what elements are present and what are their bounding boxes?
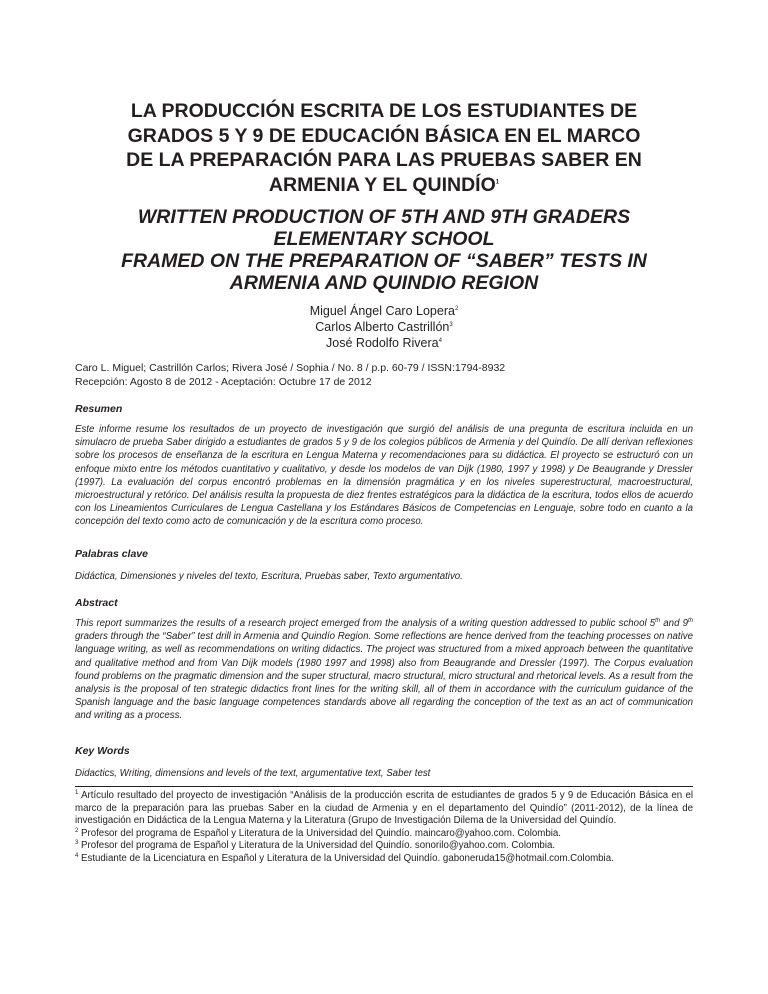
author-list — [0, 303, 768, 351]
spanish-title-line: DE LA PREPARACIÓN PARA LAS PRUEBAS SABER EN — [126, 149, 642, 171]
abstract-heading: Abstract — [75, 597, 118, 609]
footnote-number: 3 — [75, 839, 79, 846]
author-name: Miguel Ángel Caro Lopera — [309, 304, 455, 318]
footnote-text: Estudiante de la Licenciatura en Español y Literatura de la Universidad del Quindío. gaboneruda15@hotmail.com.Colombia. — [78, 852, 614, 864]
citation-info — [75, 362, 505, 389]
author-footnote-ref: 4 — [438, 337, 442, 344]
ordinal-suffix: th — [687, 617, 693, 624]
footnote-text: Profesor del programa de Español y Literatura de la Universidad del Quindío. maincaro@yahoo.com. Colombia. — [78, 827, 561, 839]
title-footnote-ref: 1 — [495, 179, 500, 185]
author-footnote-ref: 2 — [454, 305, 459, 312]
key-words-text: Didactics, Writing, dimensions and levels of the text, argumentative text, Saber test — [75, 768, 431, 779]
footnote-divider — [75, 786, 693, 787]
author — [0, 335, 768, 351]
footnote-text: Profesor del programa de Español y Literatura de la Universidad del Quindío. sonorilo@yahoo.com. Colombia. — [78, 840, 556, 851]
author-name: José Rodolfo Rivera — [326, 336, 439, 350]
footnote — [75, 840, 693, 853]
spanish-title — [100, 99, 668, 197]
spanish-title-line: GRADOS 5 Y 9 DE EDUCACIÓN BÁSICA EN EL MARCO — [127, 124, 641, 147]
english-title-line: ARMENIA AND QUINDIO REGION — [229, 272, 539, 294]
english-title — [100, 206, 668, 294]
footnote — [75, 828, 693, 841]
spanish-title-line: LA PRODUCCIÓN ESCRITA DE LOS ESTUDIANTES DE — [130, 100, 638, 122]
abstract-text-part: This report summarizes the results of a research project emerged from the analysis of a writing question addressed to public school 5 — [75, 618, 656, 629]
palabras-clave-text: Didáctica, Dimensiones y niveles del texto, Escritura, Pruebas saber, Texto argumentativo. — [75, 571, 463, 582]
footnote-number: 1 — [75, 789, 79, 796]
abstract-text-part: and 9 — [660, 618, 688, 629]
abstract-text — [75, 617, 693, 723]
english-title-line: ELEMENTARY SCHOOL — [273, 228, 495, 250]
resumen-text: Este informe resume los resultados de un proyecto de investigación que surgió del análisis de una pregunta de escritura incluida en un simulacro de prueba Saber dirigido a estudiantes de grados 5 y 9 de los colegios públicos de Armenia y del Quindío. De allí derivan reflexiones sobre los procesos de enseñanza de la escritura en Lengua Materna y recomendaciones para su didáctica. El proyecto se estructuró con un enfoque mixto entre los métodos cuantitativo y cualitativo, y desde los modelos de van Dijk (1980, 1997 y 1998) y De Beaugrande y Dressler (1997). La evaluación del corpus encontró problemas en la dimensión pragmática y en los niveles superestructural, macroestructural, microestructural y retórico. Del análisis resulta la propuesta de diez frentes estratégicos para la didáctica de la escritura, todos ellos de acuerdo con los Lineamientos Curriculares de Lengua Castellana y los Estándares Básicos de Competencias en Lenguaje, sobre todo en cuanto a la concepción del texto como acto de comunicación y de la escritura como proceso. — [75, 424, 693, 528]
abstract-text-part: graders through the “Saber” test drill in Armenia and Quindío Region. Some reflections are hence derived from the teaching processes on native language writing, as well as recommendations on writing didactics. The project was structured from a mixed approach between the quantitative and qualitative method and from Van Dijk models (1980 1997 and 1998) also from Beaugrande and Dressler (1997). The Corpus evaluation found problems on the pragmatic dimension and the super structural, macro structural, micro structural and rhetorical levels. As a result from the analysis is the proposal of ten strategic didactics front lines for the writing skill, all of them in accordance with the curriculum guidance of the Spanish language and the basic language competences standards above all regarding the conception of the text as an act of communication and writing as a process. — [75, 631, 693, 722]
english-title-line: FRAMED ON THE PREPARATION OF “SABER” TESTS IN — [121, 250, 647, 272]
citation-reference: Caro L. Miguel; Castrillón Carlos; Rivera José / Sophia / No. 8 / p.p. 60-79 / ISSN:1794-8932 — [75, 362, 506, 374]
author — [0, 303, 768, 319]
author-name: Carlos Alberto Castrillón — [315, 320, 450, 334]
palabras-clave-heading: Palabras clave — [75, 548, 148, 560]
author — [0, 319, 768, 335]
author-footnote-ref: 3 — [449, 321, 453, 328]
spanish-title-line: ARMENIA Y EL QUINDÍO — [268, 173, 496, 196]
footnote-number: 4 — [75, 852, 79, 859]
footnote — [75, 853, 693, 866]
english-title-line: WRITTEN PRODUCTION OF 5TH AND 9TH GRADERS — [137, 206, 631, 228]
citation-dates: Recepción: Agosto 8 de 2012 - Aceptación: Octubre 17 de 2012 — [75, 375, 372, 388]
footnote-number: 2 — [75, 827, 79, 834]
resumen-heading: Resumen — [75, 403, 123, 415]
footnote-text: Artículo resultado del proyecto de investigación “Análisis de la producción escrita de estudiantes de grados 5 y 9 de Educación Básica en el marco de la preparación para las pruebas Saber en la ciudad de Armenia y en el departamento del Quindío” (2011-2012), de la línea de investigación en Didáctica de la Lengua Materna y la Literatura (Grupo de Investigación Dilema de la Universidad del Quindío. — [75, 790, 693, 826]
key-words-heading: Key Words — [75, 745, 130, 757]
footnotes — [75, 790, 693, 865]
footnote — [75, 790, 693, 828]
ordinal-suffix: th — [655, 617, 661, 624]
